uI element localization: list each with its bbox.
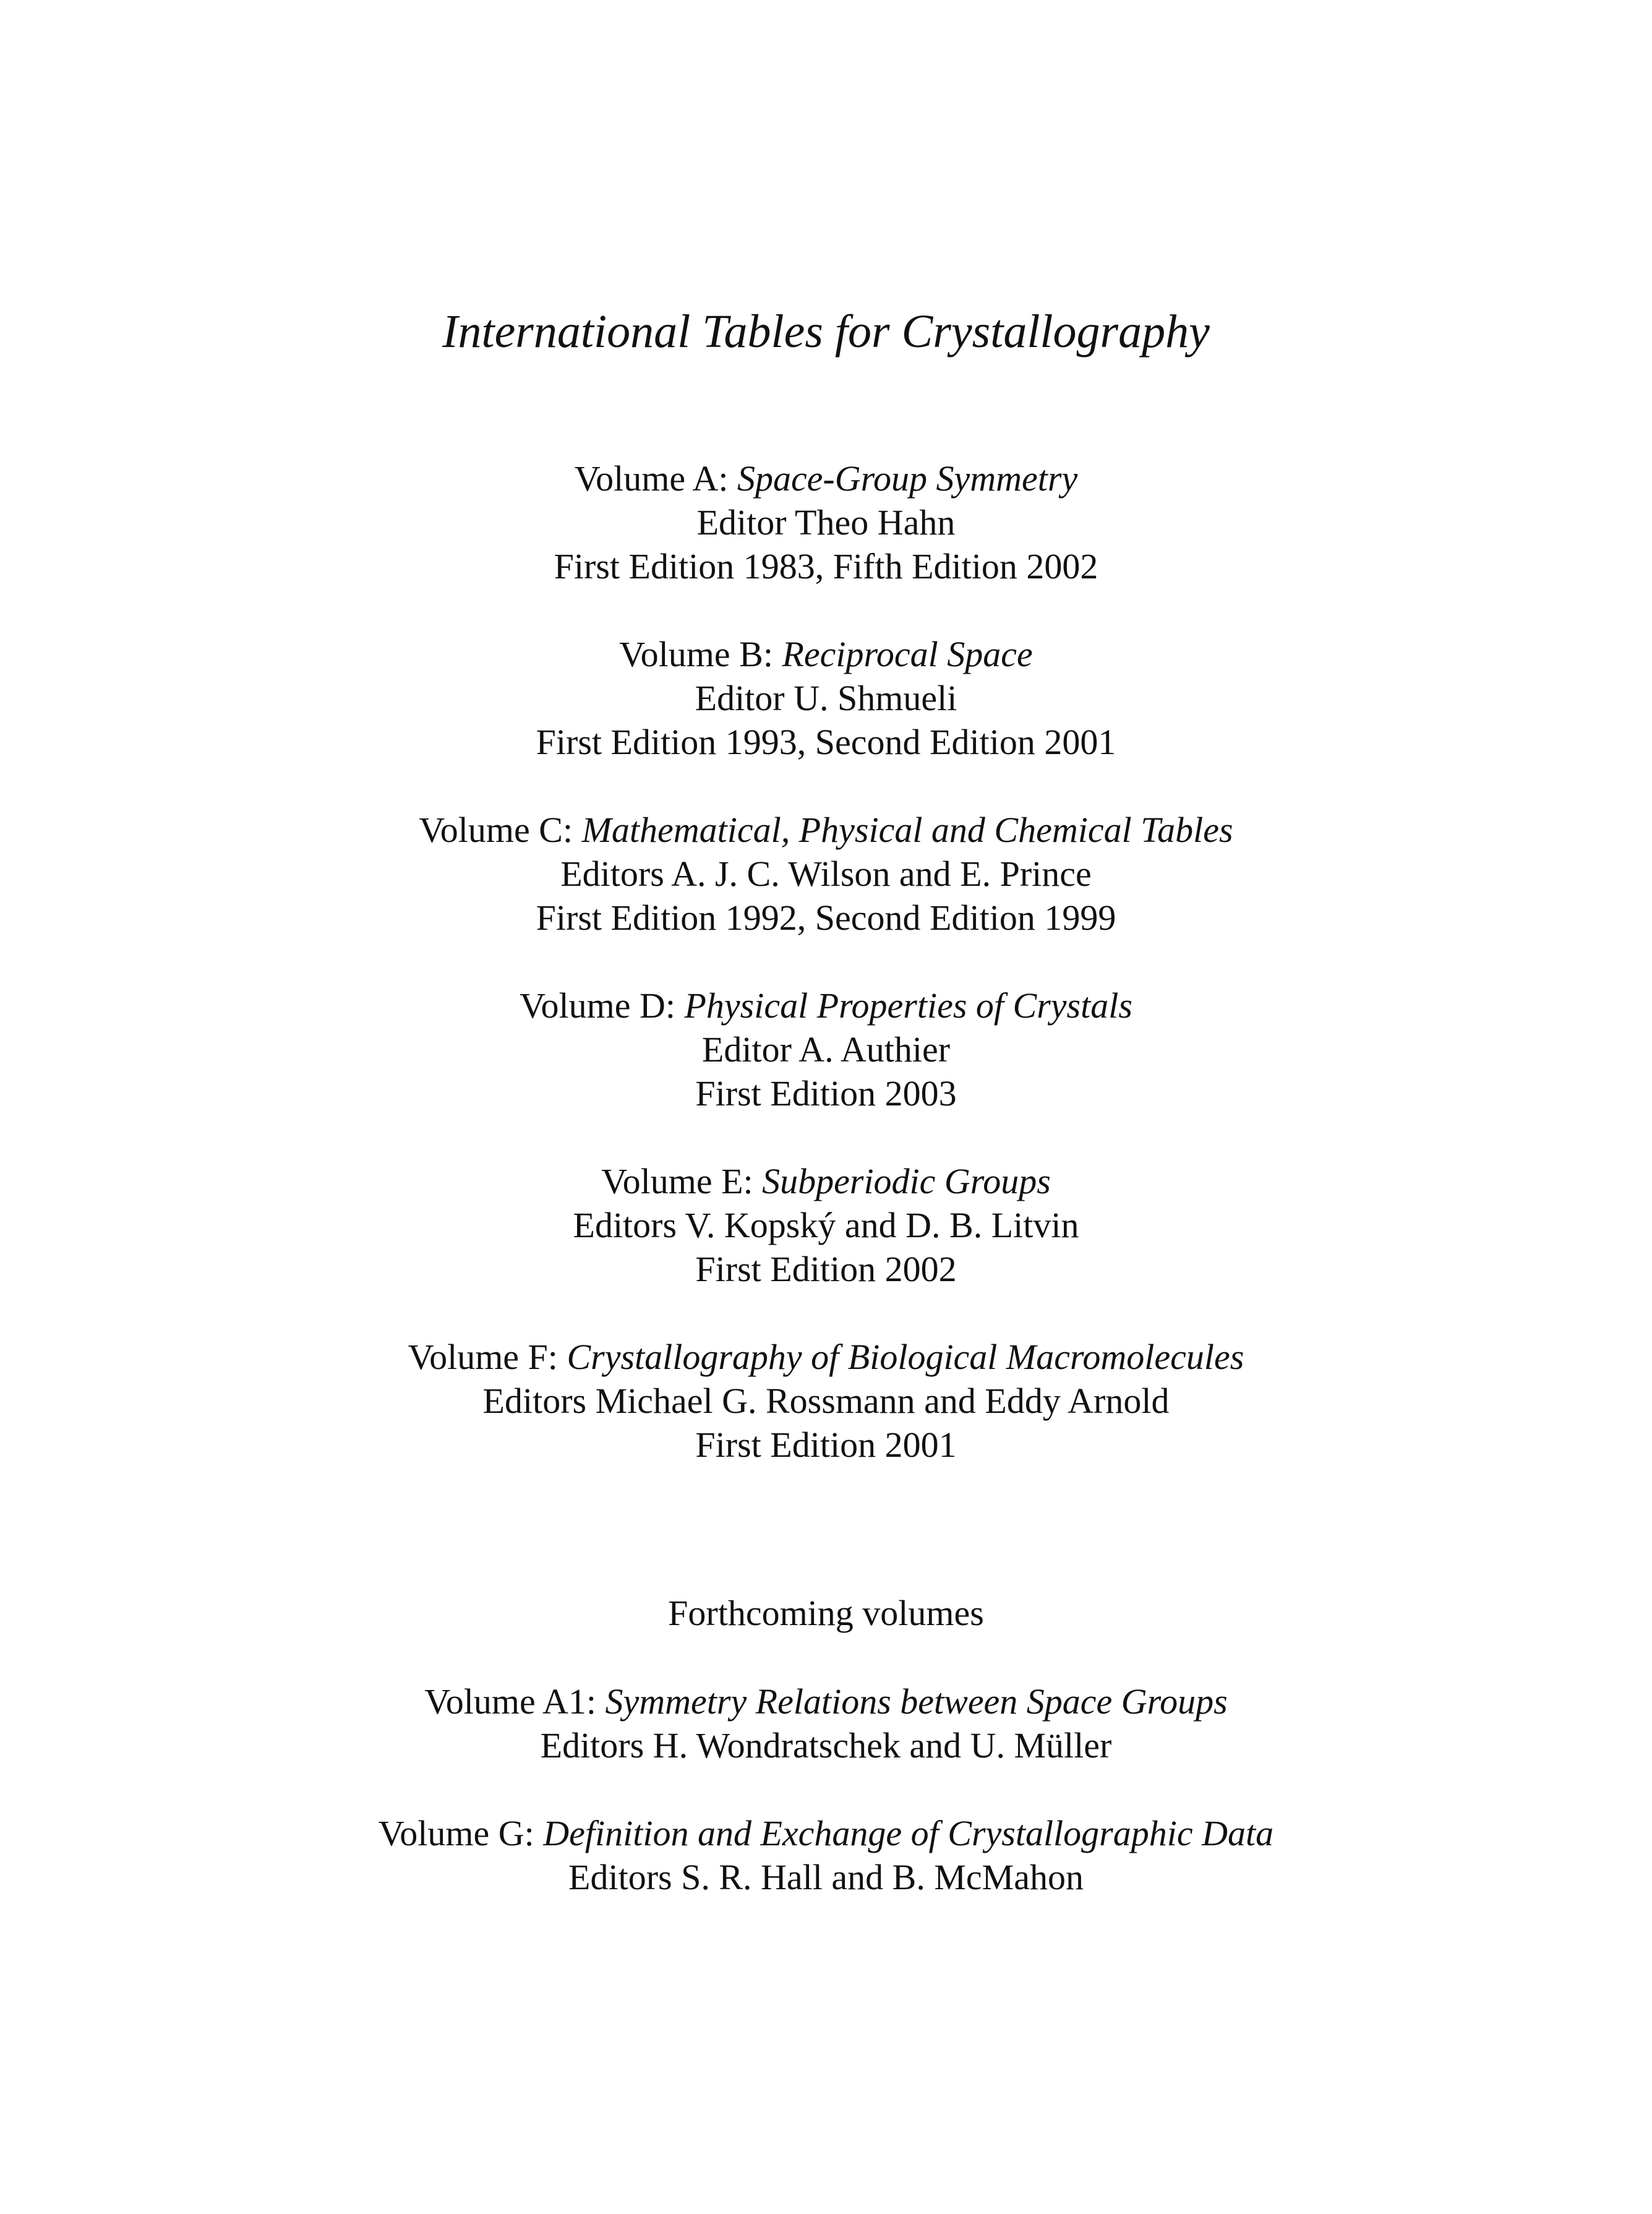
volume-editions: First Edition 2003: [695, 1073, 957, 1113]
volume-editors: Editors A. J. C. Wilson and E. Prince: [560, 854, 1092, 894]
volume-label: Volume A:: [574, 458, 729, 499]
volume-editors: Editors V. Kopský and D. B. Litvin: [573, 1205, 1079, 1245]
volume-entry-f: [0, 1335, 1652, 1467]
volume-label: Volume E:: [601, 1161, 753, 1201]
volume-editors: Editor A. Authier: [701, 1029, 951, 1070]
volume-heading: [0, 808, 1652, 852]
volume-label: Volume F:: [408, 1337, 558, 1377]
volume-subtitle: Definition and Exchange of Crystallographic Data: [543, 1813, 1274, 1853]
volume-subtitle: Reciprocal Space: [782, 634, 1033, 674]
volume-editors: Editors Michael G. Rossmann and Eddy Arnold: [482, 1381, 1170, 1421]
volume-heading: [0, 457, 1652, 500]
volume-editions: First Edition 2001: [695, 1425, 957, 1465]
volume-subtitle: Subperiodic Groups: [762, 1161, 1051, 1201]
volume-entry-a: [0, 457, 1652, 588]
volume-label: Volume B:: [619, 634, 773, 674]
volume-heading: [0, 1811, 1652, 1855]
volume-entry-c: [0, 808, 1652, 940]
volume-heading: [0, 632, 1652, 676]
volume-subtitle: Mathematical, Physical and Chemical Tables: [581, 810, 1233, 850]
volume-subtitle: Physical Properties of Crystals: [684, 985, 1132, 1026]
volume-label: Volume G:: [378, 1813, 534, 1853]
volume-editions: First Edition 1983, Fifth Edition 2002: [554, 546, 1098, 586]
forthcoming-heading: Forthcoming volumes: [668, 1593, 984, 1633]
volume-editions: First Edition 1993, Second Edition 2001: [536, 722, 1116, 762]
volume-editions: First Edition 1992, Second Edition 1999: [536, 898, 1116, 938]
volume-heading: [0, 984, 1652, 1028]
forthcoming-entry-g: [0, 1811, 1652, 1899]
volume-label: Volume D:: [520, 985, 675, 1026]
series-title: International Tables for Crystallography: [442, 306, 1210, 358]
volume-label: Volume A1:: [424, 1681, 596, 1722]
volume-subtitle: Symmetry Relations between Space Groups: [605, 1681, 1228, 1722]
volume-editors: Editor Theo Hahn: [696, 502, 956, 543]
volume-editions: First Edition 2002: [695, 1249, 957, 1289]
volume-editors: Editor U. Shmueli: [695, 678, 957, 718]
forthcoming-entry-a1: [0, 1680, 1652, 1767]
volume-editors: Editors H. Wondratschek and U. Müller: [540, 1725, 1112, 1766]
volume-entry-d: [0, 984, 1652, 1115]
volume-subtitle: Space-Group Symmetry: [737, 458, 1078, 499]
volume-heading: [0, 1159, 1652, 1203]
volume-entry-b: [0, 632, 1652, 764]
volume-entry-e: [0, 1159, 1652, 1291]
volume-heading: [0, 1680, 1652, 1723]
volume-heading: [0, 1335, 1652, 1379]
volume-subtitle: Crystallography of Biological Macromolecules: [567, 1337, 1244, 1377]
volume-label: Volume C:: [419, 810, 573, 850]
volume-editors: Editors S. R. Hall and B. McMahon: [568, 1857, 1084, 1897]
